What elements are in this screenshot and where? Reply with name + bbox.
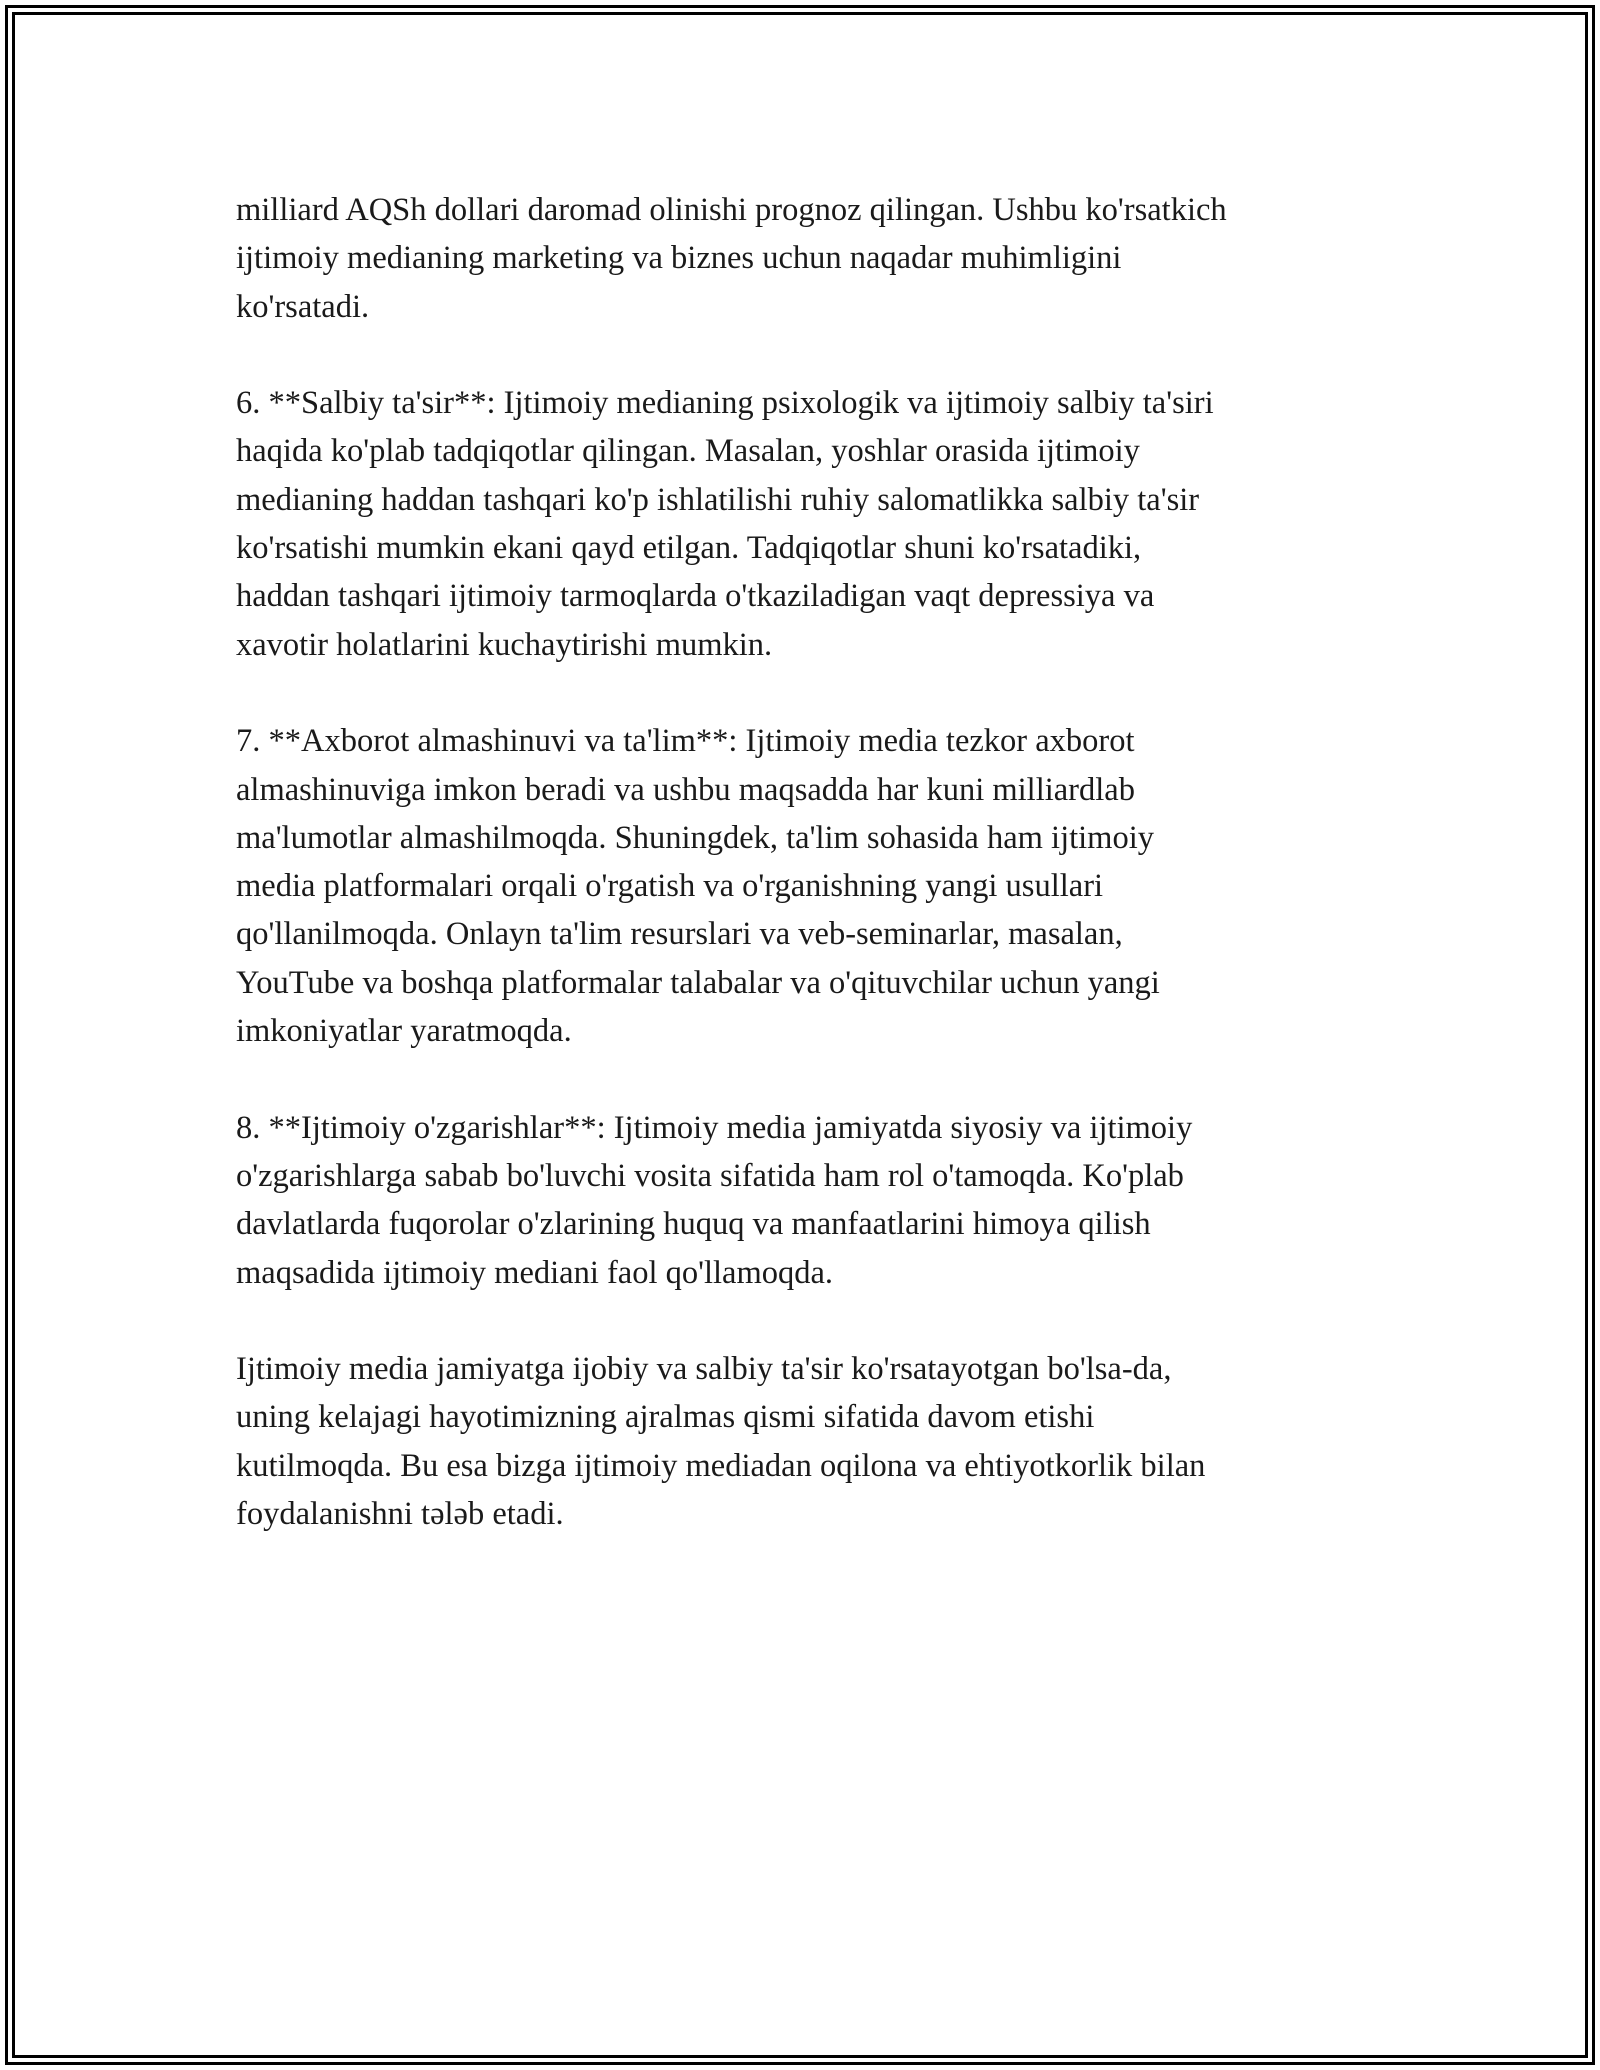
paragraph-conclusion: Ijtimoiy media jamiyatga ijobiy va salbiy ta'sir ko'rsatayotgan bo'lsa-da, uning kelajagi hayotimizning ajralmas qismi sifatida davom etishi kutilmoqda. Bu esa bizga ijtimoiy mediadan oqilona va ehtiyotkorlik bilan foydalanishni tələb etadi. (236, 1351, 1206, 1533)
paragraph-information-exchange: 7. **Axborot almashinuvi va ta'lim**: Ijtimoiy media tezkor axborot almashinuviga imkon beradi va ushbu maqsadda har kuni milliardlab ma'lumotlar almashilmoqda. Shuningdek, ta'lim sohasida ham ijtimoiy media platformalari orqali o'rgatish va o'rganishning yangi usullari qo'llanilmoqda. Onlayn ta'lim resurslari va veb-seminarlar, masalan, YouTube va boshqa platformalar talabalar va o'qituvchilar uchun yangi imkoniyatlar yaratmoqda. (236, 723, 1160, 1050)
paragraph-negative-impact: 6. **Salbiy ta'sir**: Ijtimoiy medianing psixologik va ijtimoiy salbiy ta'siri haqida ko'plab tadqiqotlar qilingan. Masalan, yoshlar orasida ijtimoiy medianing haddan tashqari ko'p ishlatilishi ruhiy salomatlikka salbiy ta'sir ko'rsatishi mumkin ekani qayd etilgan. Tadqiqotlar shuni ko'rsatadiki, haddan tashqari ijtimoiy tarmoqlarda o'tkaziladigan vaqt depressiya va xavotir holatlarini kuchaytirishi mumkin. (236, 385, 1214, 663)
paragraph-continuation: milliard AQSh dollari daromad olinishi prognoz qilingan. Ushbu ko'rsatkich ijtimoiy medianing marketing va biznes uchun naqadar muhimligini ko'rsatadi. (236, 192, 1227, 325)
document-body (236, 186, 1366, 1587)
paragraph-social-change: 8. **Ijtimoiy o'zgarishlar**: Ijtimoiy media jamiyatda siyosiy va ijtimoiy o'zgarishlarga sabab bo'luvchi vosita sifatida ham rol o'tamoqda. Ko'plab davlatlarda fuqorolar o'zlarining huquq va manfaatlarini himoya qilish maqsadida ijtimoiy mediani faol qo'llamoqda. (236, 1109, 1193, 1291)
